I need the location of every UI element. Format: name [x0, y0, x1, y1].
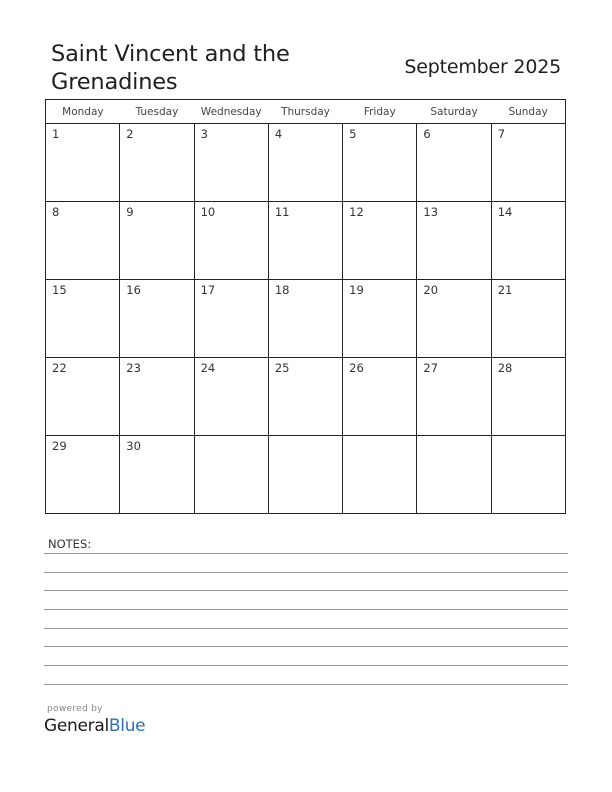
day-cell: [120, 280, 194, 358]
day-cell: [491, 202, 565, 280]
day-cell: [194, 436, 268, 514]
day-cell: [417, 124, 491, 202]
weekday-wednesday: Wednesday: [194, 100, 268, 124]
day-number: 8: [52, 205, 60, 219]
day-cell: [343, 358, 417, 436]
day-number: 5: [349, 127, 357, 141]
week-row: [46, 124, 566, 202]
calendar-title: Saint Vincent and the Grenadines: [51, 41, 290, 95]
day-cell: [268, 124, 342, 202]
notes-line: [44, 572, 568, 573]
notes-line: [44, 609, 568, 610]
day-number: 20: [423, 283, 439, 297]
notes-line: [44, 665, 568, 666]
day-cell: [46, 358, 120, 436]
day-number: 10: [200, 205, 216, 219]
day-cell: [268, 280, 342, 358]
day-cell: [417, 280, 491, 358]
day-cell: [343, 436, 417, 514]
day-number: [492, 436, 565, 439]
day-number: 15: [52, 283, 67, 297]
day-cell: [120, 202, 194, 280]
day-cell: [194, 280, 268, 358]
day-cell: [46, 124, 120, 202]
day-number: 29: [52, 439, 67, 453]
weekday-monday: Monday: [46, 100, 120, 124]
day-number: 3: [200, 127, 208, 141]
weekday-friday: Friday: [343, 100, 417, 124]
day-number: 23: [126, 361, 141, 375]
notes-line: [44, 628, 568, 629]
day-number: 21: [497, 283, 513, 297]
day-number: [343, 436, 416, 439]
day-number: 9: [126, 205, 134, 219]
day-number: 14: [497, 205, 513, 219]
day-number: [417, 436, 490, 439]
day-number: 30: [126, 439, 141, 453]
day-number: 19: [349, 283, 364, 297]
day-number: 24: [200, 361, 216, 375]
week-row: [46, 202, 566, 280]
notes-line: [44, 553, 568, 554]
day-cell: [194, 202, 268, 280]
day-number: 11: [274, 205, 290, 219]
day-cell: [46, 202, 120, 280]
day-cell: [46, 280, 120, 358]
day-cell: [343, 202, 417, 280]
day-cell: [491, 280, 565, 358]
weekday-thursday: Thursday: [268, 100, 342, 124]
week-row: [46, 280, 566, 358]
day-number: 28: [497, 361, 513, 375]
day-number: 22: [52, 361, 67, 375]
day-number: 7: [497, 127, 506, 141]
notes-line: [44, 684, 568, 685]
notes-line: [44, 646, 568, 647]
day-cell: [120, 358, 194, 436]
powered-by-text: powered by: [47, 704, 103, 714]
day-cell: [343, 124, 417, 202]
day-number: 4: [274, 127, 283, 141]
day-cell: [417, 202, 491, 280]
day-cell: [46, 436, 120, 514]
month-label: September 2025: [404, 56, 561, 78]
day-cell: [417, 358, 491, 436]
day-number: 2: [126, 127, 134, 141]
weekday-sunday: Sunday: [491, 100, 565, 124]
day-cell: [194, 124, 268, 202]
day-number: [269, 436, 342, 439]
day-number: 27: [423, 361, 439, 375]
generalblue-logo: [44, 716, 145, 736]
day-number: 26: [349, 361, 364, 375]
day-number: 18: [274, 283, 290, 297]
logo-text-blue: Blue: [108, 716, 146, 736]
day-number: 1: [52, 127, 60, 141]
day-cell: [417, 436, 491, 514]
day-cell: [268, 436, 342, 514]
day-cell: [491, 358, 565, 436]
calendar-grid: [45, 99, 566, 514]
weekday-saturday: Saturday: [417, 100, 491, 124]
day-number: 16: [126, 283, 141, 297]
day-cell: [120, 124, 194, 202]
day-number: 17: [200, 283, 216, 297]
day-cell: [491, 436, 565, 514]
day-number: 13: [423, 205, 439, 219]
day-number: 6: [423, 127, 431, 141]
day-number: 12: [349, 205, 364, 219]
week-row: [46, 358, 566, 436]
weekday-tuesday: Tuesday: [120, 100, 194, 124]
day-cell: [268, 202, 342, 280]
day-number: 25: [274, 361, 290, 375]
notes-line: [44, 590, 568, 591]
logo-text-general: General: [44, 716, 109, 736]
day-cell: [491, 124, 565, 202]
day-cell: [194, 358, 268, 436]
week-row: [46, 436, 566, 514]
notes-label: NOTES:: [48, 537, 92, 551]
day-cell: [343, 280, 417, 358]
day-cell: [120, 436, 194, 514]
day-number: [195, 436, 268, 439]
day-cell: [268, 358, 342, 436]
weekday-header-row: [46, 100, 566, 124]
